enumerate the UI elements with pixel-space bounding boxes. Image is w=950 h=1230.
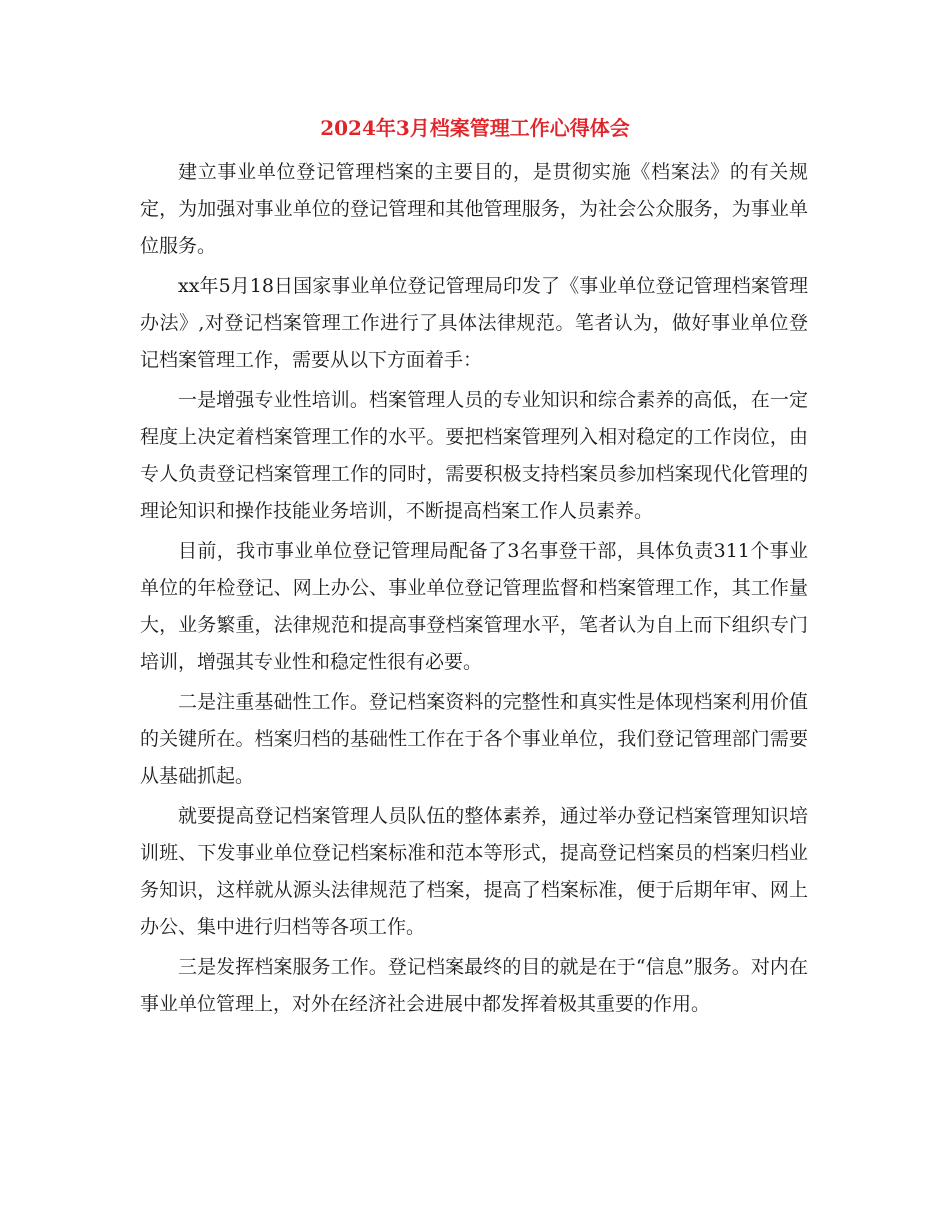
paragraph-2: xx年5月18日国家事业单位登记管理局印发了《事业单位登记管理档案管理办法》,对登记档案管理工作进行了具体法律规范。笔者认为，做好事业单位登记档案管理工作，需要从以下方面着手： xyxy=(140,275,808,371)
document-body xyxy=(140,154,808,1026)
paragraph-5: 二是注重基础性工作。登记档案资料的完整性和真实性是体现档案利用价值的关键所在。档案归档的基础性工作在于各个事业单位，我们登记管理部门需要从基础抓起。 xyxy=(140,691,808,787)
paragraph-1: 建立事业单位登记管理档案的主要目的，是贯彻实施《档案法》的有关规定，为加强对事业单位的登记管理和其他管理服务，为社会公众服务，为事业单位服务。 xyxy=(140,161,808,257)
paragraph-3: 一是增强专业性培训。档案管理人员的专业知识和综合素养的高低，在一定程度上决定着档案管理工作的水平。要把档案管理列入相对稳定的工作岗位，由专人负责登记档案管理工作的同时，需要积极支持档案员参加档案现代化管理的理论知识和操作技能业务培训，不断提高档案工作人员素养。 xyxy=(140,389,808,522)
paragraph-6: 就要提高登记档案管理人员队伍的整体素养，通过举办登记档案管理知识培训班、下发事业单位登记档案标准和范本等形式，提高登记档案员的档案归档业务知识，这样就从源头法律规范了档案，提高了档案标准，便于后期年审、网上办公、集中进行归档等各项工作。 xyxy=(140,805,808,938)
paragraph-7: 三是发挥档案服务工作。登记档案最终的目的就是在于“信息”服务。对内在事业单位管理上，对外在经济社会进展中都发挥着极其重要的作用。 xyxy=(140,956,808,1015)
paragraph-4: 目前，我市事业单位登记管理局配备了3名事登干部，具体负责311个事业单位的年检登记、网上办公、事业单位登记管理监督和档案管理工作，其工作量大，业务繁重，法律规范和提高事登档案管理水平，笔者认为自上而下组织专门培训，增强其专业性和稳定性很有必要。 xyxy=(140,540,808,673)
document-title: 2024年3月档案管理工作心得体会 xyxy=(320,116,630,140)
